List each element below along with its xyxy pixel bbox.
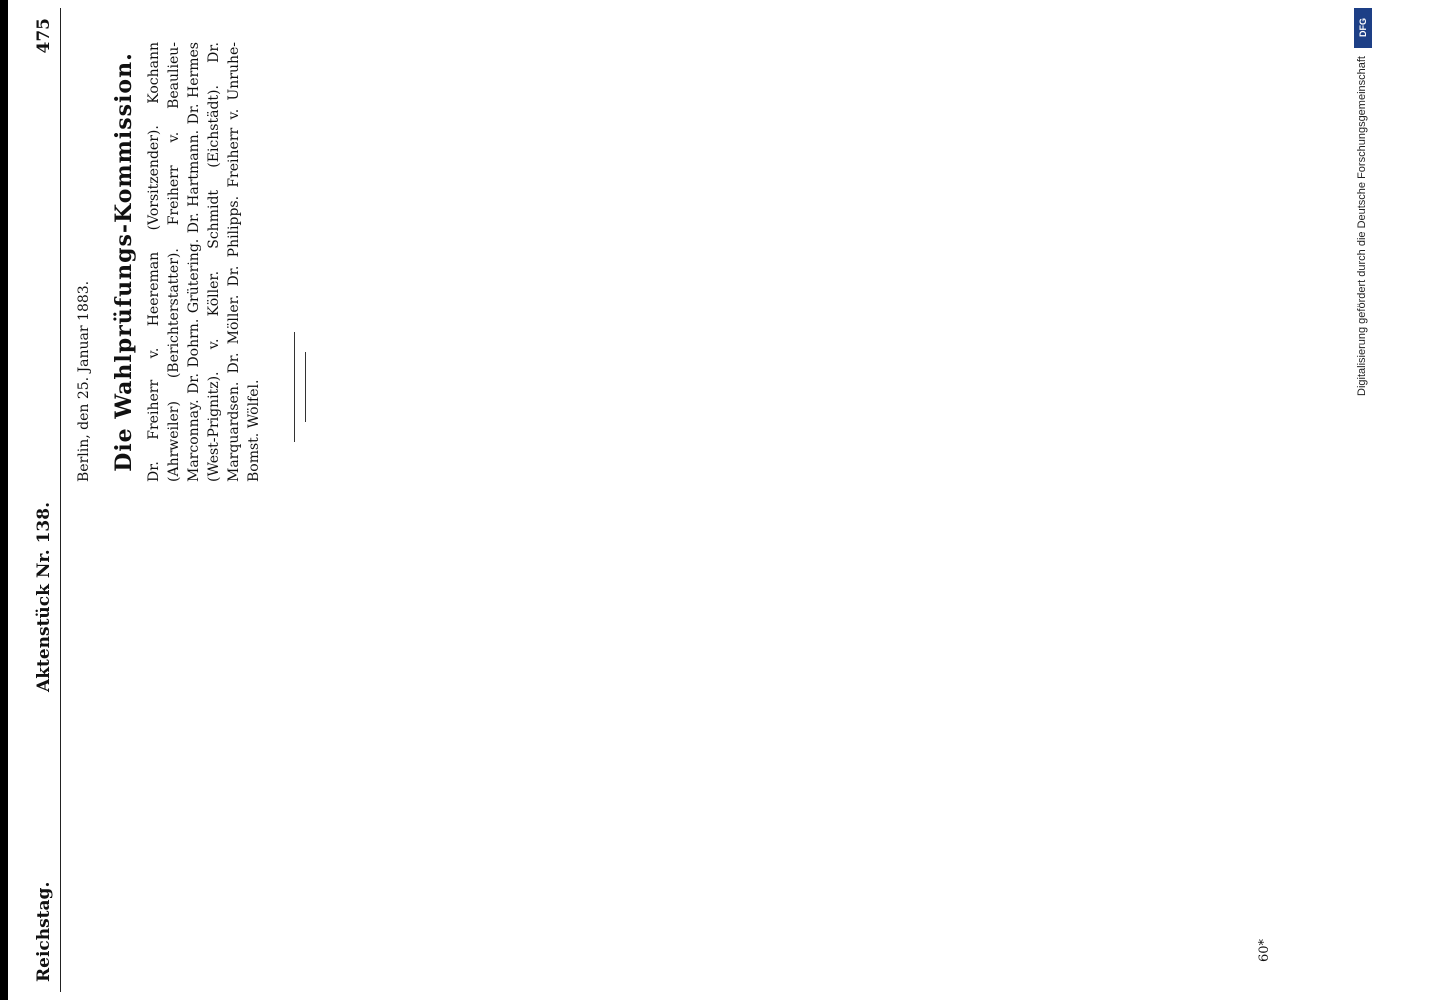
page-number: 475 <box>34 18 54 54</box>
running-header <box>32 8 61 992</box>
section-title: Die Wahlprüfungs-Kommission. <box>111 52 137 472</box>
page-mark: 60* <box>1257 938 1272 962</box>
document-page <box>14 8 1332 992</box>
dfg-logo-icon: DFG <box>1354 8 1372 48</box>
digitization-margin <box>1342 0 1432 1000</box>
scan-edge <box>0 0 8 1000</box>
member-list: Dr. Freiherr v. Heereman (Vorsitzender). Kochann (Ahrweiler) (Berichterstatter). Freiherr v. Beaulieu-Marconnay. Dr. Dohrn. Grütering. Dr. Hartmann. Dr. Hermes (West-Prignitz). v. Köller. Schmidt (Eichstädt). Dr. Marquardsen. Dr. Möller. Dr. Philipps. Freiherr v. Unruhe-Bomst. Wölfel. <box>146 42 262 482</box>
place-date: Berlin, den 25. Januar 1883. <box>76 280 92 482</box>
closing-rule-short <box>305 352 306 422</box>
rotated-page <box>14 8 1332 992</box>
header-left: Reichstag. <box>34 881 54 982</box>
right-column <box>74 42 306 482</box>
digitization-note: Digitalisierung gefördert durch die Deutsche Forschungsgemeinschaft <box>1356 56 1368 396</box>
closing-rule <box>294 332 295 442</box>
header-center: Aktenstück Nr. 138. <box>34 501 54 692</box>
